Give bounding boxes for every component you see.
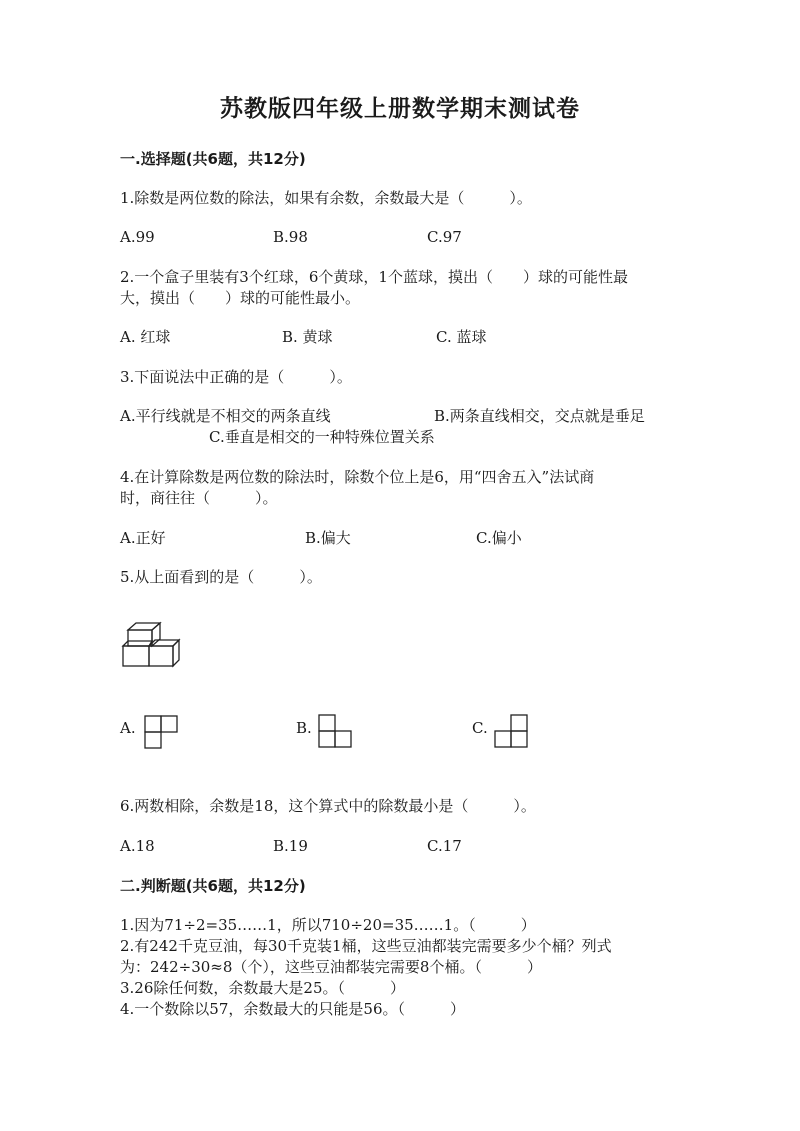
page-title: 苏教版四年级上册数学期末测试卷: [220, 95, 580, 122]
judge-2-line1: 2.有242千克豆油，每30千克装1桶，这些豆油都装完需要多少个桶？列式: [120, 937, 612, 955]
q6-option-a: A.18: [120, 837, 155, 855]
judge-3: 3.26除任何数，余数最大是25。（ ）: [120, 979, 405, 997]
judge-2-line2: 为：242÷30≈8（个），这些豆油都装完需要8个桶。（ ）: [120, 958, 542, 976]
judge-1: 1.因为71÷2=35……1，所以710÷20=35……1。（ ）: [120, 916, 536, 934]
q2-option-b: B. 黄球: [282, 328, 333, 346]
question-2-line1: 2.一个盒子里装有3个红球，6个黄球，1个蓝球，摸出（ ）球的可能性最: [120, 268, 628, 286]
q4-option-b: B.偏大: [305, 529, 351, 547]
q5-option-a: A.: [120, 719, 136, 737]
q3-option-c: C.垂直是相交的一种特殊位置关系: [209, 428, 435, 446]
q5-option-b-figure: [318, 714, 352, 748]
cube-stack-figure: [120, 620, 182, 668]
q3-option-b: B.两条直线相交，交点就是垂足: [434, 407, 645, 425]
question-3: 3.下面说法中正确的是（ ）。: [120, 368, 352, 386]
section1-heading: 一.选择题(共6题，共12分): [120, 150, 306, 168]
question-1: 1.除数是两位数的除法，如果有余数，余数最大是（ ）。: [120, 189, 532, 207]
question-4-line2: 时，商往往（ ）。: [120, 489, 278, 507]
judge-4: 4.一个数除以57，余数最大的只能是56。（ ）: [120, 1000, 465, 1018]
question-6: 6.两数相除，余数是18，这个算式中的除数最小是（ ）。: [120, 797, 536, 815]
q2-option-c: C. 蓝球: [436, 328, 487, 346]
q1-option-c: C.97: [427, 228, 462, 246]
q1-option-a: A.99: [120, 228, 155, 246]
q5-option-c: C.: [472, 719, 488, 737]
q6-option-b: B.19: [273, 837, 308, 855]
q4-option-c: C.偏小: [476, 529, 522, 547]
question-4-line1: 4.在计算除数是两位数的除法时，除数个位上是6，用“四舍五入”法试商: [120, 468, 595, 486]
q4-option-a: A.正好: [120, 529, 166, 547]
question-5: 5.从上面看到的是（ ）。: [120, 568, 322, 586]
q5-option-c-figure: [494, 714, 528, 748]
q5-option-a-figure: [144, 715, 178, 749]
section2-heading: 二.判断题(共6题，共12分): [120, 877, 306, 895]
q2-option-a: A. 红球: [120, 328, 171, 346]
question-2-line2: 大，摸出（ ）球的可能性最小。: [120, 289, 361, 307]
q1-option-b: B.98: [273, 228, 308, 246]
q3-option-a: A.平行线就是不相交的两条直线: [120, 407, 331, 425]
q6-option-c: C.17: [427, 837, 462, 855]
q5-option-b: B.: [296, 719, 312, 737]
